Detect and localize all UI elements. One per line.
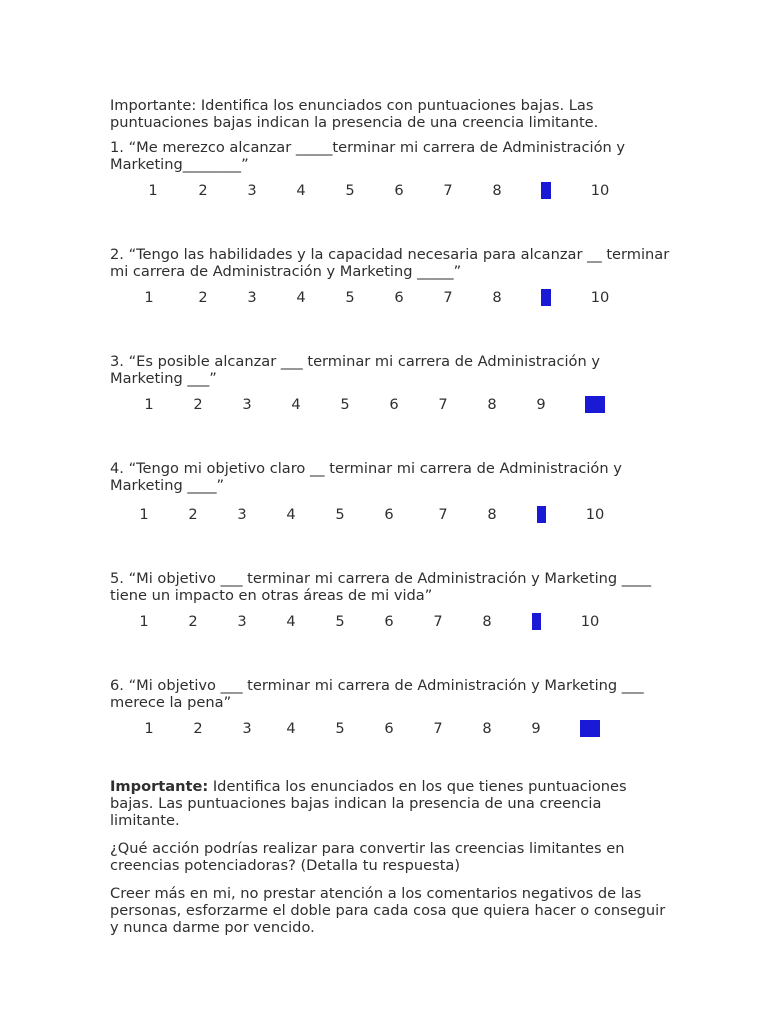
reflection-question: ¿Qué acción podrías realizar para convertir las creencias limitantes en creencias potenciadoras? (Detalla tu respuesta) [110, 840, 625, 874]
scale-option: 10 [590, 182, 610, 199]
scale-option: 2 [198, 289, 208, 306]
scale-option: 7 [443, 289, 453, 306]
scale-option: 5 [335, 613, 345, 630]
scale-option: 4 [286, 506, 296, 523]
rating-scale [110, 613, 670, 630]
scale-option: 1 [139, 506, 149, 523]
scale-option: 7 [433, 613, 443, 630]
item-statement: 5. “Mi objetivo ___ terminar mi carrera de Administración y Marketing ____ tiene un impacto en otras áreas de mi vida” [110, 570, 651, 604]
scale-option: 5 [335, 506, 345, 523]
scale-option: 3 [237, 506, 247, 523]
scale-option: 4 [286, 613, 296, 630]
item-statement: 2. “Tengo las habilidades y la capacidad necesaria para alcanzar __ terminar mi carrera de Administración y Marketing _____” [110, 246, 670, 280]
scale-option: 1 [144, 720, 154, 737]
scale-option: 8 [482, 720, 492, 737]
scale-option: 3 [242, 720, 252, 737]
rating-scale [110, 396, 670, 413]
scale-option: 3 [247, 182, 257, 199]
scale-option: 8 [492, 289, 502, 306]
scale-option: 7 [433, 720, 443, 737]
scale-option-selected: 10 [580, 720, 600, 737]
scale-option: 2 [188, 506, 198, 523]
scale-option-selected: 10 [585, 396, 605, 413]
scale-option: 4 [286, 720, 296, 737]
scale-option: 1 [139, 613, 149, 630]
scale-option: 1 [144, 396, 154, 413]
scale-option: 3 [247, 289, 257, 306]
scale-option-selected: 9 [537, 506, 547, 523]
scale-option: 3 [242, 396, 252, 413]
scale-option: 5 [335, 720, 345, 737]
closing-section [110, 778, 670, 936]
scale-option: 4 [296, 182, 306, 199]
scale-option: 3 [237, 613, 247, 630]
intro-paragraph: Importante: Identifica los enunciados con puntuaciones bajas. Las puntuaciones bajas indican la presencia de una creencia limitante. [110, 97, 599, 131]
scale-option: 4 [296, 289, 306, 306]
scale-option: 10 [585, 506, 605, 523]
item-statement: 6. “Mi objetivo ___ terminar mi carrera de Administración y Marketing ___ merece la pena” [110, 677, 644, 711]
scale-option: 6 [384, 613, 394, 630]
scale-option-selected: 9 [541, 182, 551, 199]
scale-option: 5 [345, 289, 355, 306]
scale-option: 2 [193, 720, 203, 737]
rating-scale [110, 182, 670, 199]
scale-option-selected: 9 [541, 289, 551, 306]
scale-option: 7 [443, 182, 453, 199]
scale-option: 6 [389, 396, 399, 413]
scale-option: 2 [193, 396, 203, 413]
scale-option: 7 [438, 396, 448, 413]
reflection-answer: Creer más en mi, no prestar atención a los comentarios negativos de las personas, esforzarme el doble para cada cosa que quiera hacer o conseguir y nunca darme por vencido. [110, 885, 666, 936]
scale-option: 6 [384, 720, 394, 737]
important-paragraph [110, 778, 670, 829]
scale-option: 4 [291, 396, 301, 413]
item-statement: 3. “Es posible alcanzar ___ terminar mi carrera de Administración y Marketing ___” [110, 353, 601, 387]
important-text: Identifica los enunciados en los que tienes puntuaciones bajas. Las puntuaciones bajas indican la presencia de una creencia limitante. [110, 778, 627, 829]
scale-option: 9 [531, 720, 541, 737]
scale-option: 9 [536, 396, 546, 413]
scale-option: 5 [340, 396, 350, 413]
rating-scale [110, 720, 670, 737]
scale-option: 7 [438, 506, 448, 523]
document-page [110, 97, 670, 947]
item-6 [110, 677, 670, 737]
scale-option: 8 [492, 182, 502, 199]
scale-option: 10 [590, 289, 610, 306]
scale-option: 6 [394, 182, 404, 199]
item-statement: 4. “Tengo mi objetivo claro __ terminar mi carrera de Administración y Marketing ____” [110, 460, 622, 494]
scale-option: 1 [148, 182, 158, 199]
scale-option: 2 [188, 613, 198, 630]
scale-option: 6 [384, 506, 394, 523]
scale-option: 2 [198, 182, 208, 199]
item-5 [110, 570, 670, 630]
important-label: Importante: [110, 778, 209, 795]
scale-option: 8 [487, 506, 497, 523]
item-4 [110, 460, 670, 523]
item-statement: 1. “Me merezco alcanzar _____terminar mi carrera de Administración y Marketing________” [110, 139, 626, 173]
scale-option: 10 [580, 613, 600, 630]
item-2 [110, 246, 670, 306]
scale-option: 8 [482, 613, 492, 630]
item-3 [110, 353, 670, 413]
scale-option: 8 [487, 396, 497, 413]
scale-option-selected: 9 [532, 613, 542, 630]
rating-scale [110, 289, 670, 306]
scale-option: 5 [345, 182, 355, 199]
item-1 [110, 139, 670, 199]
scale-option: 1 [144, 289, 154, 306]
rating-scale [110, 506, 670, 523]
scale-option: 6 [394, 289, 404, 306]
